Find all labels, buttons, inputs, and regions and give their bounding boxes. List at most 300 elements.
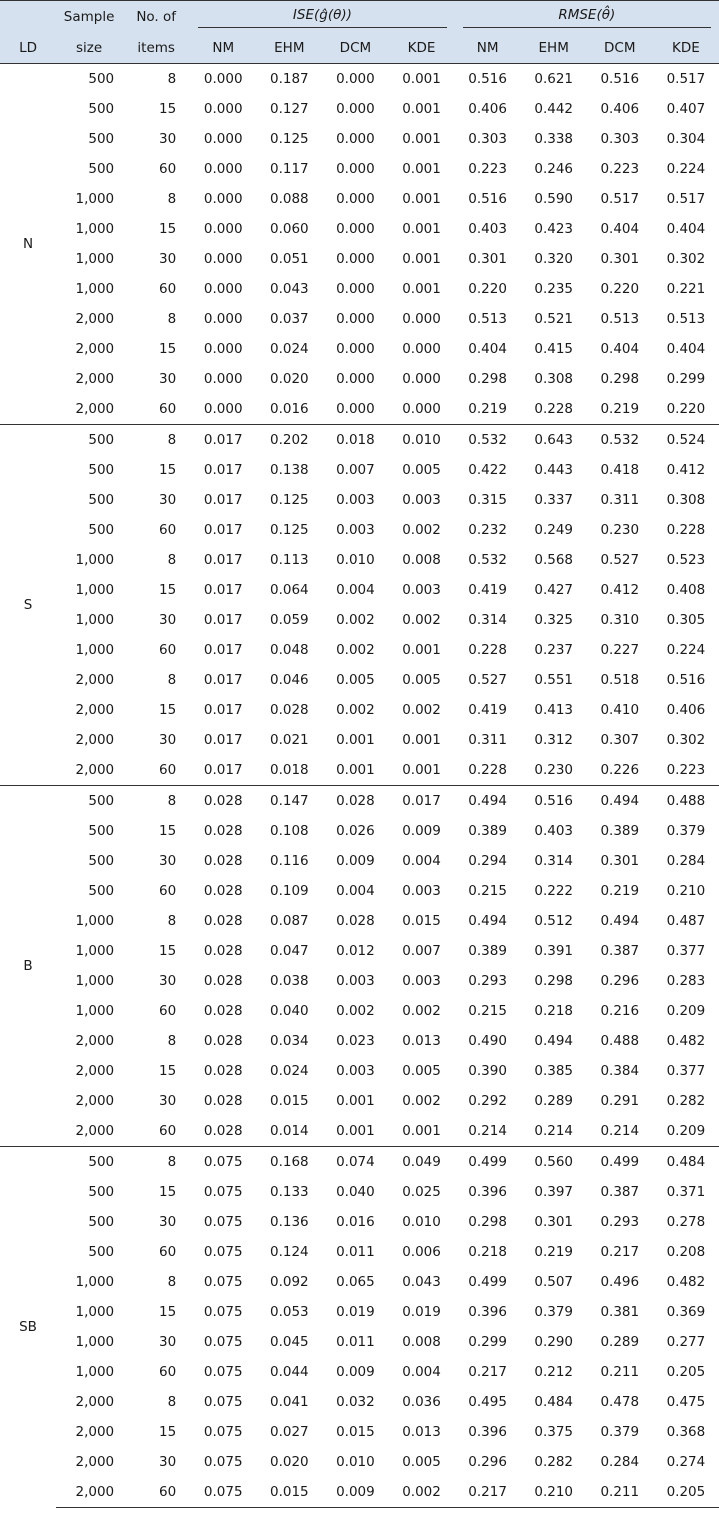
ise-kde-header: KDE — [388, 33, 454, 64]
sample-size-cell: 1,000 — [75, 973, 115, 989]
ise-nm-cell: 0.000 — [203, 341, 243, 357]
ise-dcm-cell: 0.000 — [336, 401, 375, 417]
rmse-ehm-cell: 0.249 — [534, 522, 574, 538]
ise-ehm-cell: 0.016 — [270, 401, 309, 417]
ise-kde-cell: 0.008 — [402, 552, 441, 568]
ise-nm-cell: 0.000 — [203, 101, 243, 117]
rmse-nm-cell: 0.499 — [455, 1147, 521, 1178]
sample-size-cell: 1,000 — [75, 582, 115, 598]
sample-size-cell: 500 — [56, 1147, 122, 1178]
ise-dcm-cell: 0.032 — [336, 1394, 375, 1410]
ise-dcm-cell: 0.011 — [336, 1244, 375, 1260]
ise-dcm-header: DCM — [322, 33, 388, 64]
rmse-nm-cell: 0.228 — [468, 642, 507, 658]
rmse-ehm-cell: 0.222 — [534, 883, 574, 899]
ise-ehm-cell: 0.125 — [270, 131, 309, 147]
rmse-kde-header: KDE — [653, 33, 719, 64]
rmse-ehm-cell: 0.423 — [534, 221, 574, 237]
ise-nm-cell: 0.000 — [203, 281, 243, 297]
sample-size-cell: 500 — [88, 1244, 115, 1260]
rmse-ehm-cell: 0.507 — [534, 1274, 574, 1290]
ise-nm-cell: 0.028 — [203, 1033, 243, 1049]
rmse-nm-cell: 0.228 — [468, 762, 507, 778]
ise-dcm-cell: 0.065 — [336, 1274, 375, 1290]
rmse-ehm-cell: 0.512 — [534, 913, 574, 929]
rmse-ehm-cell: 0.290 — [534, 1334, 574, 1350]
ise-dcm-cell: 0.004 — [336, 883, 375, 899]
sample-size-cell: 1,000 — [75, 612, 115, 628]
ise-nm-cell: 0.017 — [203, 672, 243, 688]
num-items-cell: 15 — [159, 1063, 177, 1079]
sample-size-cell: 1,000 — [75, 191, 115, 207]
ise-ehm-cell: 0.028 — [270, 702, 309, 718]
rmse-ehm-cell: 0.385 — [534, 1063, 574, 1079]
rmse-kde-cell: 0.282 — [666, 1093, 706, 1109]
ise-ehm-cell: 0.051 — [270, 251, 309, 267]
ise-dcm-cell: 0.011 — [336, 1334, 375, 1350]
ise-kde-cell: 0.001 — [402, 1123, 441, 1139]
ise-ehm-cell: 0.034 — [270, 1033, 309, 1049]
table-row — [0, 394, 719, 425]
rmse-dcm-cell: 0.211 — [600, 1364, 640, 1380]
ise-ehm-cell: 0.020 — [270, 371, 309, 387]
num-items-cell: 8 — [167, 1033, 177, 1049]
num-items-cell: 15 — [159, 221, 177, 237]
ise-nm-cell: 0.075 — [203, 1364, 243, 1380]
rmse-nm-cell: 0.223 — [468, 161, 507, 177]
table-row — [0, 1026, 719, 1056]
rmse-nm-cell: 0.396 — [468, 1424, 507, 1440]
rmse-nm-cell: 0.495 — [468, 1394, 507, 1410]
table-row — [0, 786, 719, 817]
sample-size-cell: 2,000 — [75, 341, 115, 357]
rmse-dcm-cell: 0.412 — [600, 582, 640, 598]
rmse-ehm-cell: 0.210 — [521, 1477, 587, 1508]
ise-kde-cell: 0.001 — [402, 101, 441, 117]
ise-kde-cell: 0.008 — [402, 1334, 441, 1350]
ise-kde-cell: 0.001 — [402, 732, 441, 748]
rmse-kde-cell: 0.523 — [666, 552, 706, 568]
ise-kde-cell: 0.002 — [388, 1477, 454, 1508]
ise-kde-cell: 0.001 — [402, 251, 441, 267]
rmse-nm-cell: 0.494 — [455, 786, 521, 817]
ise-nm-cell: 0.028 — [203, 853, 243, 869]
num-items-cell: 15 — [159, 101, 177, 117]
table-row — [0, 515, 719, 545]
num-items-cell: 8 — [167, 1394, 177, 1410]
rmse-nm-cell: 0.220 — [468, 281, 507, 297]
ise-ehm-cell: 0.133 — [270, 1184, 309, 1200]
rmse-nm-cell: 0.516 — [455, 64, 521, 95]
num-items-cell: 8 — [167, 191, 177, 207]
sample-size-cell: 1,000 — [75, 943, 115, 959]
sample-size-cell: 1,000 — [75, 1364, 115, 1380]
num-items-cell: 60 — [159, 1364, 177, 1380]
rmse-dcm-cell: 0.226 — [600, 762, 640, 778]
rmse-ehm-cell: 0.415 — [534, 341, 574, 357]
num-items-cell: 15 — [159, 702, 177, 718]
rmse-kde-cell: 0.205 — [653, 1477, 719, 1508]
sample-size-cell: 500 — [88, 161, 115, 177]
ise-nm-cell: 0.000 — [190, 64, 256, 95]
ise-kde-cell: 0.001 — [402, 281, 441, 297]
rmse-nm-cell: 0.311 — [468, 732, 507, 748]
ise-nm-cell: 0.028 — [190, 786, 256, 817]
rmse-dcm-cell: 0.379 — [600, 1424, 640, 1440]
ise-nm-cell: 0.075 — [190, 1147, 256, 1178]
ise-kde-cell: 0.001 — [402, 161, 441, 177]
rmse-kde-cell: 0.283 — [666, 973, 706, 989]
ise-dcm-cell: 0.005 — [336, 672, 375, 688]
table-row — [0, 936, 719, 966]
rmse-kde-cell: 0.278 — [666, 1214, 706, 1230]
rmse-kde-cell: 0.404 — [666, 341, 706, 357]
num-items-cell: 30 — [159, 492, 177, 508]
num-items-cell: 8 — [167, 552, 177, 568]
rmse-dcm-cell: 0.381 — [600, 1304, 640, 1320]
ise-ehm-cell: 0.015 — [256, 1477, 322, 1508]
ise-kde-cell: 0.004 — [402, 1364, 441, 1380]
table-row — [0, 1267, 719, 1297]
ise-nm-cell: 0.000 — [203, 371, 243, 387]
rmse-kde-cell: 0.302 — [666, 251, 706, 267]
sample-size-cell: 2,000 — [75, 311, 115, 327]
rmse-ehm-cell: 0.560 — [521, 1147, 587, 1178]
table-row — [0, 575, 719, 605]
ise-dcm-cell: 0.001 — [336, 1093, 375, 1109]
ise-nm-cell: 0.075 — [203, 1424, 243, 1440]
num-items-cell: 8 — [122, 1147, 190, 1178]
num-items-cell: 8 — [122, 64, 190, 95]
rmse-dcm-cell: 0.517 — [600, 191, 640, 207]
ise-dcm-cell: 0.018 — [322, 425, 388, 456]
ise-nm-cell: 0.000 — [203, 161, 243, 177]
num-items-cell: 30 — [159, 371, 177, 387]
ise-ehm-cell: 0.046 — [270, 672, 309, 688]
ise-kde-cell: 0.036 — [402, 1394, 441, 1410]
table-row — [0, 1357, 719, 1387]
table-row — [0, 1447, 719, 1477]
ise-nm-cell: 0.017 — [203, 762, 243, 778]
ise-dcm-cell: 0.009 — [336, 1364, 375, 1380]
table-row — [0, 816, 719, 846]
rmse-nm-cell: 0.303 — [468, 131, 507, 147]
ld-group — [0, 1147, 719, 1508]
ise-kde-cell: 0.003 — [402, 582, 441, 598]
rmse-dcm-cell: 0.532 — [587, 425, 653, 456]
rmse-kde-cell: 0.484 — [653, 1147, 719, 1178]
sample-size-cell: 500 — [56, 64, 122, 95]
num-items-cell: 60 — [159, 522, 177, 538]
rmse-dcm-cell: 0.494 — [587, 786, 653, 817]
rmse-kde-cell: 0.379 — [666, 823, 706, 839]
rmse-dcm-cell: 0.223 — [600, 161, 640, 177]
ise-nm-cell: 0.017 — [203, 492, 243, 508]
table-row — [0, 1327, 719, 1357]
ise-ehm-cell: 0.125 — [270, 492, 309, 508]
ise-dcm-cell: 0.001 — [336, 732, 375, 748]
num-items-cell: 60 — [122, 1477, 190, 1508]
ise-kde-cell: 0.003 — [402, 883, 441, 899]
sample-size-cell: 1,000 — [75, 913, 115, 929]
rmse-ehm-cell: 0.228 — [534, 401, 574, 417]
rmse-kde-cell: 0.406 — [666, 702, 706, 718]
rmse-dcm-cell: 0.404 — [600, 341, 640, 357]
rmse-nm-cell: 0.422 — [468, 462, 507, 478]
ise-nm-cell: 0.017 — [203, 702, 243, 718]
table-header — [0, 1, 719, 64]
ise-kde-cell: 0.005 — [402, 672, 441, 688]
rmse-nm-cell: 0.390 — [468, 1063, 507, 1079]
sample-size-cell: 500 — [88, 1214, 115, 1230]
table-row — [0, 1116, 719, 1147]
ise-dcm-cell: 0.003 — [336, 1063, 375, 1079]
ise-ehm-cell: 0.041 — [270, 1394, 309, 1410]
rmse-kde-cell: 0.482 — [666, 1274, 706, 1290]
rmse-dcm-cell: 0.293 — [600, 1214, 640, 1230]
ise-nm-cell: 0.017 — [203, 732, 243, 748]
ise-nm-cell: 0.000 — [203, 191, 243, 207]
rmse-dcm-cell: 0.527 — [600, 552, 640, 568]
ld-label: SB — [0, 1147, 56, 1508]
rmse-dcm-cell: 0.410 — [600, 702, 640, 718]
ise-ehm-cell: 0.168 — [256, 1147, 322, 1178]
rmse-dcm-cell: 0.284 — [600, 1454, 640, 1470]
rmse-nm-cell: 0.218 — [468, 1244, 507, 1260]
ise-dcm-cell: 0.007 — [336, 462, 375, 478]
ise-nm-cell: 0.000 — [203, 311, 243, 327]
rmse-dcm-cell: 0.418 — [600, 462, 640, 478]
ise-dcm-cell: 0.002 — [336, 642, 375, 658]
ise-nm-cell: 0.075 — [203, 1334, 243, 1350]
rmse-nm-cell: 0.301 — [468, 251, 507, 267]
ise-kde-cell: 0.017 — [388, 786, 454, 817]
sample-size-cell: 2,000 — [75, 1454, 115, 1470]
num-items-cell: 60 — [159, 1123, 177, 1139]
num-items-cell: 30 — [159, 1454, 177, 1470]
rmse-kde-cell: 0.377 — [666, 1063, 706, 1079]
rmse-dcm-header: DCM — [587, 33, 653, 64]
rmse-nm-cell: 0.516 — [468, 191, 507, 207]
ise-nm-cell: 0.000 — [203, 401, 243, 417]
num-items-cell: 15 — [159, 1304, 177, 1320]
rmse-ehm-cell: 0.230 — [534, 762, 574, 778]
rmse-dcm-cell: 0.214 — [600, 1123, 640, 1139]
rmse-kde-cell: 0.223 — [666, 762, 706, 778]
ise-ehm-cell: 0.147 — [256, 786, 322, 817]
sample-size-cell: 1,000 — [75, 1003, 115, 1019]
rmse-nm-cell: 0.299 — [468, 1334, 507, 1350]
ise-dcm-cell: 0.003 — [336, 492, 375, 508]
num-items-cell: 8 — [167, 672, 177, 688]
sample-size-cell: 500 — [88, 492, 115, 508]
rmse-kde-cell: 0.221 — [666, 281, 706, 297]
ise-ehm-cell: 0.064 — [270, 582, 309, 598]
ise-kde-cell: 0.000 — [402, 311, 441, 327]
num-items-cell: 30 — [159, 1214, 177, 1230]
sample-size-cell: 500 — [56, 786, 122, 817]
rmse-dcm-cell: 0.296 — [600, 973, 640, 989]
rmse-kde-cell: 0.517 — [653, 64, 719, 95]
table-row — [0, 364, 719, 394]
rmse-nm-cell: 0.513 — [468, 311, 507, 327]
rmse-dcm-cell: 0.289 — [600, 1334, 640, 1350]
rmse-nm-cell: 0.294 — [468, 853, 507, 869]
ise-nm-cell: 0.075 — [190, 1477, 256, 1508]
rmse-ehm-cell: 0.443 — [534, 462, 574, 478]
table-row — [0, 1177, 719, 1207]
num-items-cell: 60 — [159, 642, 177, 658]
ise-kde-cell: 0.000 — [402, 401, 441, 417]
rmse-ehm-cell: 0.337 — [534, 492, 574, 508]
rmse-dcm-cell: 0.513 — [600, 311, 640, 327]
ise-nm-cell: 0.028 — [203, 973, 243, 989]
rmse-kde-cell: 0.274 — [666, 1454, 706, 1470]
num-items-cell: 30 — [159, 131, 177, 147]
ise-nm-cell: 0.028 — [203, 1063, 243, 1079]
ise-kde-cell: 0.001 — [402, 191, 441, 207]
num-items-cell: 15 — [159, 1184, 177, 1200]
table-row — [0, 876, 719, 906]
ise-nm-cell: 0.028 — [203, 1003, 243, 1019]
sample-size-cell: 2,000 — [75, 1093, 115, 1109]
rmse-dcm-cell: 0.216 — [600, 1003, 640, 1019]
ise-ehm-cell: 0.027 — [270, 1424, 309, 1440]
rmse-nm-cell: 0.389 — [468, 943, 507, 959]
ise-kde-cell: 0.002 — [402, 1093, 441, 1109]
rmse-nm-cell: 0.494 — [468, 913, 507, 929]
ise-dcm-cell: 0.000 — [336, 371, 375, 387]
sample-size-cell: 2,000 — [75, 401, 115, 417]
rmse-dcm-cell: 0.387 — [600, 943, 640, 959]
rmse-ehm-cell: 0.379 — [534, 1304, 574, 1320]
rmse-dcm-cell: 0.496 — [600, 1274, 640, 1290]
num-items-cell: 8 — [167, 311, 177, 327]
num-items-cell: 8 — [122, 425, 190, 456]
ise-nm-cell: 0.075 — [203, 1454, 243, 1470]
ise-kde-cell: 0.009 — [402, 823, 441, 839]
ise-kde-cell: 0.010 — [402, 1214, 441, 1230]
num-items-cell: 8 — [122, 786, 190, 817]
ise-dcm-cell: 0.028 — [322, 786, 388, 817]
rmse-ehm-cell: 0.246 — [534, 161, 574, 177]
table-row — [0, 1477, 719, 1508]
sample-size-cell: 2,000 — [75, 1033, 115, 1049]
rmse-dcm-cell: 0.404 — [600, 221, 640, 237]
table-row — [0, 1086, 719, 1116]
rmse-dcm-cell: 0.389 — [600, 823, 640, 839]
rmse-kde-cell: 0.369 — [666, 1304, 706, 1320]
table-row — [0, 94, 719, 124]
num-items-cell: 30 — [159, 732, 177, 748]
rmse-kde-cell: 0.371 — [666, 1184, 706, 1200]
rmse-nm-cell: 0.292 — [468, 1093, 507, 1109]
rmse-kde-cell: 0.412 — [666, 462, 706, 478]
sample-size-header-top: Sample — [56, 1, 122, 34]
ise-ehm-cell: 0.138 — [270, 462, 309, 478]
ise-ehm-cell: 0.020 — [270, 1454, 309, 1470]
rmse-kde-cell: 0.299 — [666, 371, 706, 387]
table-row — [0, 966, 719, 996]
ise-dcm-cell: 0.016 — [336, 1214, 375, 1230]
ise-ehm-cell: 0.125 — [270, 522, 309, 538]
ise-ehm-cell: 0.124 — [270, 1244, 309, 1260]
rmse-ehm-cell: 0.314 — [534, 853, 574, 869]
ise-dcm-cell: 0.040 — [336, 1184, 375, 1200]
rmse-nm-cell: 0.298 — [468, 1214, 507, 1230]
rmse-ehm-cell: 0.312 — [534, 732, 574, 748]
ise-kde-cell: 0.043 — [402, 1274, 441, 1290]
table-row — [0, 906, 719, 936]
sample-size-cell: 500 — [88, 131, 115, 147]
ise-nm-cell: 0.028 — [203, 913, 243, 929]
rmse-kde-cell: 0.205 — [666, 1364, 706, 1380]
table-row — [0, 425, 719, 456]
rmse-dcm-cell: 0.219 — [600, 883, 640, 899]
sample-size-cell: 500 — [88, 823, 115, 839]
ise-ehm-cell: 0.024 — [270, 341, 309, 357]
rmse-kde-cell: 0.407 — [666, 101, 706, 117]
table-row — [0, 1207, 719, 1237]
rmse-ehm-cell: 0.551 — [534, 672, 574, 688]
ise-nm-cell: 0.075 — [203, 1304, 243, 1320]
sample-size-cell: 2,000 — [56, 1477, 122, 1508]
ise-ehm-header: EHM — [256, 33, 322, 64]
ise-ehm-cell: 0.202 — [256, 425, 322, 456]
num-items-cell: 15 — [159, 823, 177, 839]
ise-dcm-cell: 0.003 — [336, 973, 375, 989]
rmse-ehm-cell: 0.338 — [534, 131, 574, 147]
sample-size-cell: 500 — [88, 522, 115, 538]
num-items-cell: 60 — [159, 762, 177, 778]
sample-size-cell: 2,000 — [75, 1424, 115, 1440]
table-row — [0, 695, 719, 725]
ise-kde-cell: 0.002 — [402, 612, 441, 628]
rmse-kde-cell: 0.377 — [666, 943, 706, 959]
rmse-dcm-cell: 0.301 — [600, 251, 640, 267]
table-row — [0, 665, 719, 695]
ise-dcm-cell: 0.001 — [336, 1123, 375, 1139]
rmse-kde-cell: 0.408 — [666, 582, 706, 598]
ise-ehm-cell: 0.044 — [270, 1364, 309, 1380]
rmse-ehm-cell: 0.375 — [534, 1424, 574, 1440]
rmse-nm-cell: 0.217 — [455, 1477, 521, 1508]
table-row — [0, 304, 719, 334]
rmse-dcm-cell: 0.310 — [600, 612, 640, 628]
rmse-kde-cell: 0.404 — [666, 221, 706, 237]
rmse-dcm-cell: 0.518 — [600, 672, 640, 688]
table-row — [0, 846, 719, 876]
rmse-nm-cell: 0.490 — [468, 1033, 507, 1049]
table-row — [0, 455, 719, 485]
ise-dcm-cell: 0.009 — [336, 853, 375, 869]
ise-nm-cell: 0.075 — [203, 1274, 243, 1290]
rmse-nm-cell: 0.214 — [468, 1123, 507, 1139]
table-row — [0, 64, 719, 95]
ise-kde-cell: 0.005 — [402, 1454, 441, 1470]
ise-nm-cell: 0.028 — [203, 823, 243, 839]
table-row — [0, 1297, 719, 1327]
sample-size-cell: 2,000 — [75, 672, 115, 688]
ise-kde-cell: 0.005 — [402, 1063, 441, 1079]
ise-kde-cell: 0.013 — [402, 1424, 441, 1440]
items-header-top: No. of — [122, 1, 190, 34]
ise-ehm-cell: 0.092 — [270, 1274, 309, 1290]
ise-ehm-cell: 0.116 — [270, 853, 309, 869]
table-row — [0, 996, 719, 1026]
rmse-kde-cell: 0.487 — [666, 913, 706, 929]
ise-dcm-cell: 0.000 — [336, 161, 375, 177]
